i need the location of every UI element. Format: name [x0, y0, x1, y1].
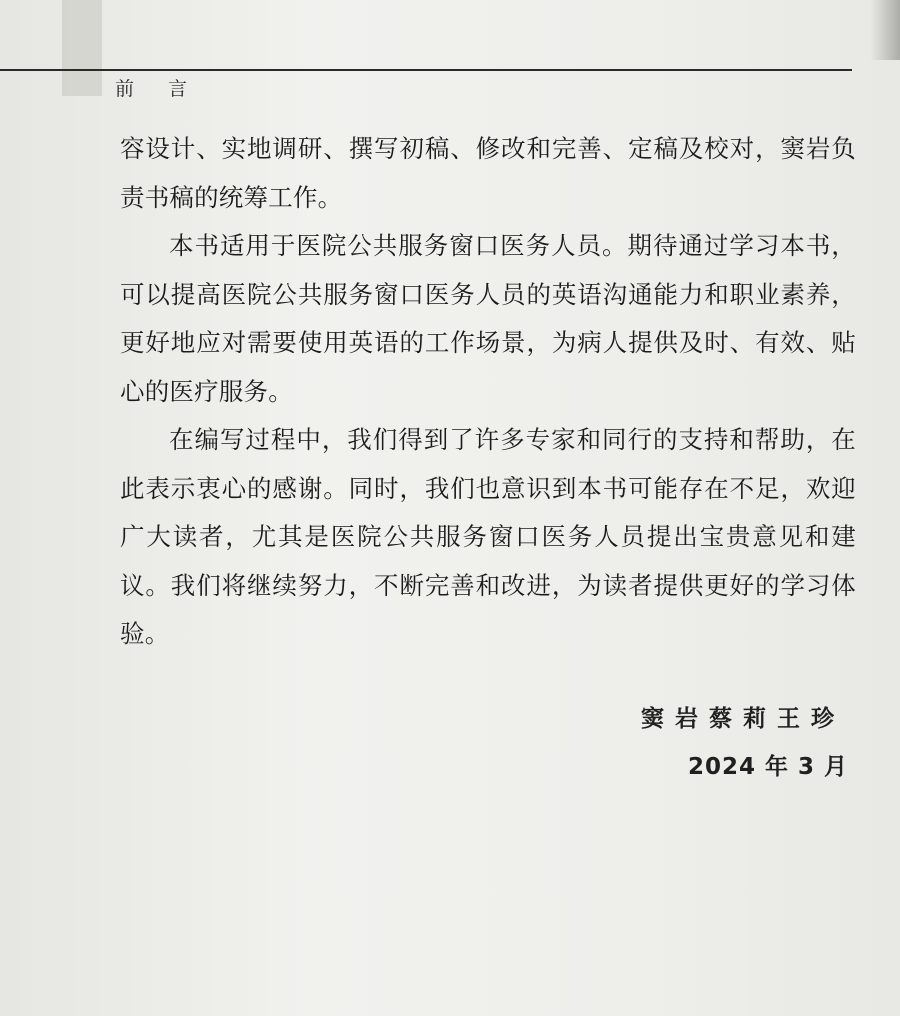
signature-date: 2024 年 3 月	[687, 754, 848, 780]
page-edge-shadow	[870, 0, 900, 60]
running-header: 前 言	[115, 78, 202, 100]
paragraph-continued: 容设计、实地调研、撰写初稿、修改和完善、定稿及校对，窦岩负责书稿的统筹工作。	[120, 134, 856, 212]
author-signature: 窦岩蔡莉王珍	[641, 706, 845, 732]
paragraph-audience: 本书适用于医院公共服务窗口医务人员。期待通过学习本书，可以提高医院公共服务窗口医务人员的英语沟通能力和职业素养，更好地应对需要使用英语的工作场景，为病人提供及时、有效、贴心的医疗服务。	[120, 231, 856, 406]
preface-body	[120, 125, 856, 659]
paragraph-acknowledgement: 在编写过程中，我们得到了许多专家和同行的支持和帮助，在此表示衷心的感谢。同时，我们也意识到本书可能存在不足，欢迎广大读者，尤其是医院公共服务窗口医务人员提出宝贵意见和建议。我们将继续努力，不断完善和改进，为读者提供更好的学习体验。	[120, 425, 856, 648]
corner-tab-mark	[62, 0, 102, 96]
header-rule	[0, 69, 852, 71]
